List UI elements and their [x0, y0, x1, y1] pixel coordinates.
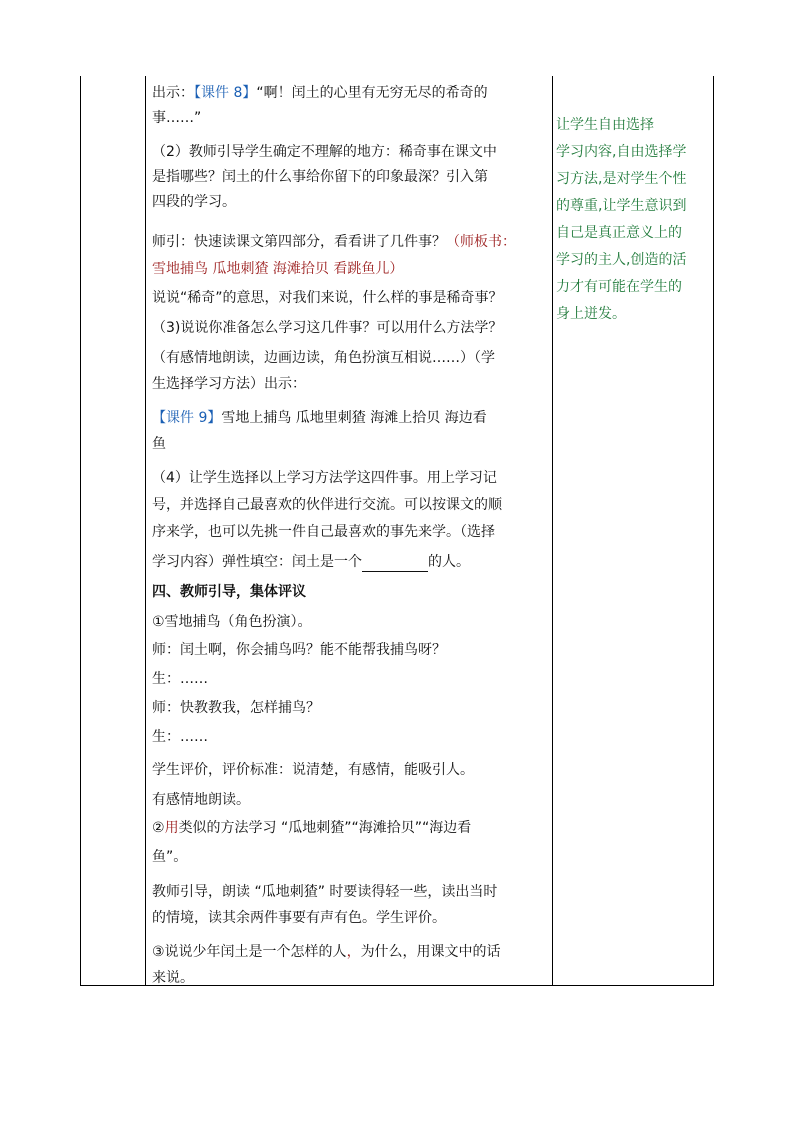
text-line: 教师引导，朗读 “瓜地刺猹” 时要读得轻一些，读出当时 — [152, 884, 498, 900]
comment-line: 让学生自由选择 — [556, 117, 654, 133]
text-line: 生：…… — [152, 729, 208, 745]
text-line: 有感情地朗读。 — [152, 792, 250, 808]
comment-line: 学习的主人,创造的活 — [556, 252, 687, 268]
text-segment: 雪地上捕鸟 瓜地里刺猹 海滩上拾贝 海边看 — [221, 410, 487, 426]
table-border-left — [80, 76, 81, 986]
board-note: （师板书： — [446, 234, 516, 250]
text-line — [152, 232, 516, 252]
text-segment: “啊！闰土的心里有无穷无尽的希奇的 — [256, 85, 488, 101]
text-line: （4）让学生选择以上学习方法学这四件事。用上学习记 — [152, 470, 497, 486]
comment-line: 自己是真正意义上的 — [556, 225, 682, 241]
text-line: 鱼”。 — [152, 849, 188, 865]
section-heading: 四、教师引导，集体评议 — [152, 584, 306, 600]
courseware-ref: 【课件 9】 — [152, 410, 222, 426]
text-segment: 类似的方法学习 “瓜地刺猹”“海滩拾贝”“海边看 — [178, 820, 472, 836]
text-segment: 出示： — [152, 85, 194, 101]
text-line: ①雪地捕鸟（角色扮演）。 — [152, 614, 312, 630]
text-line: 事……” — [152, 110, 202, 126]
text-line: （有感情地朗读，边画边读，角色扮演互相说……）（学 — [152, 350, 495, 366]
board-note-line: 雪地捕鸟 瓜地刺猹 海滩拾贝 看跳鱼儿） — [152, 261, 404, 277]
text-segment: ③说说少年闰土是一个怎样的人 — [152, 944, 347, 960]
text-segment: 学习内容）弹性填空：闰土是一个 — [152, 554, 362, 570]
comment-line: 学习内容,自由选择学 — [556, 144, 687, 160]
text-line: 师：闰土啊，你会捕鸟吗？能不能帮我捕鸟呀？ — [152, 642, 446, 658]
text-line: 鱼 — [152, 436, 166, 452]
text-line — [152, 552, 470, 572]
text-line: （2）教师引导学生确定不理解的地方：稀奇事在课文中 — [152, 144, 497, 160]
text-line: 师：快教教我，怎样捕鸟？ — [152, 700, 320, 716]
comment-line: 身上迸发。 — [556, 306, 626, 322]
text-segment-red: ， — [346, 944, 361, 960]
text-line: 序来学，也可以先挑一件自己最喜欢的事先来学。（选择 — [152, 524, 495, 540]
text-line: （3)说说你准备怎么学习这几件事？可以用什么方法学？ — [152, 320, 503, 336]
text-segment: 为什么，用课文中的话 — [360, 944, 501, 960]
text-line: 说说“稀奇”的意思，对我们来说，什么样的事是稀奇事？ — [152, 290, 503, 306]
text-segment: ② — [152, 820, 165, 836]
text-line: 生选择学习方法）出示： — [152, 376, 306, 392]
text-segment-red: 用 — [164, 820, 179, 836]
comment-line: 力才有可能在学生的 — [556, 279, 682, 295]
text-segment: 的人。 — [428, 554, 470, 570]
table-border-right — [713, 76, 714, 986]
text-line — [152, 408, 487, 428]
text-line: 号，并选择自己最喜欢的伙伴进行交流。可以按课文的顺 — [152, 497, 502, 513]
text-line: 学生评价，评价标准：说清楚，有感情，能吸引人。 — [152, 762, 474, 778]
table-border-col1 — [145, 76, 146, 986]
courseware-ref: 【课件 8】 — [194, 85, 257, 101]
text-line: 是指哪些？闰土的什么事给你留下的印象最深？引入第 — [152, 169, 488, 185]
text-line: 来说。 — [152, 970, 194, 986]
text-line: 生：…… — [152, 671, 208, 687]
text-line — [152, 818, 471, 838]
text-line: 的情境，读其余两件事要有声有色。学生评价。 — [152, 910, 446, 926]
comment-line: 习方法,是对学生个性 — [556, 171, 687, 187]
fill-blank — [362, 557, 428, 572]
table-border-col2 — [552, 76, 553, 986]
comment-line: 的尊重,让学生意识到 — [556, 198, 687, 214]
text-line — [152, 83, 488, 103]
lesson-table — [80, 76, 714, 986]
text-line — [152, 942, 501, 962]
text-segment: 师引：快速读课文第四部分，看看讲了几件事？ — [152, 234, 446, 250]
text-line: 四段的学习。 — [152, 194, 236, 210]
